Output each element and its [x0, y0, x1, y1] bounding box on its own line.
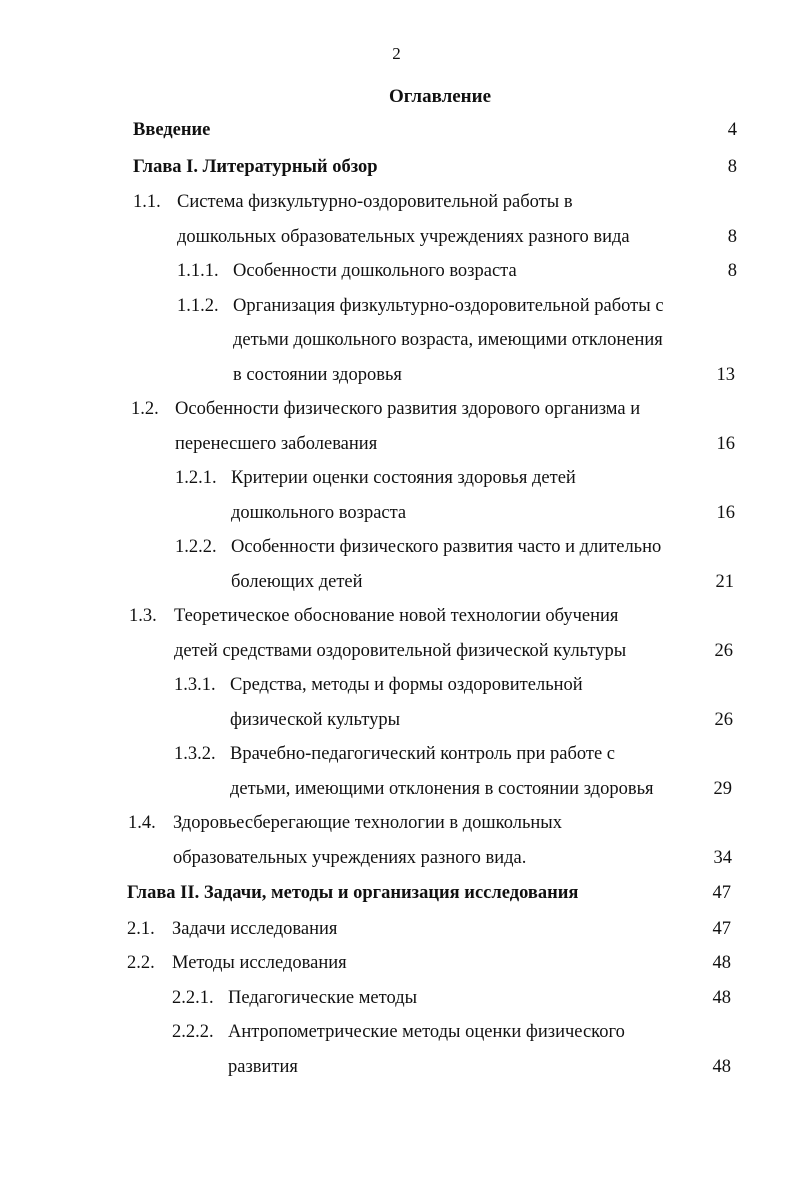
toc-entry-1-1-1: Особенности дошкольного возраста [233, 261, 517, 281]
toc-number-1-1: 1.1. [133, 192, 161, 212]
toc-page-1-1: 8 [727, 227, 737, 247]
toc-entry-1-2-line1: Особенности физического развития здорового организма и [175, 399, 641, 419]
toc-entry-1-1-line1: Система физкультурно-оздоровительной работы в [177, 192, 573, 212]
toc-entry-1-3-2-line1: Врачебно-педагогический контроль при работе с [230, 744, 616, 764]
toc-page-1-3-2: 29 [713, 779, 732, 799]
toc-entry-1-1-2-line2: детьми дошкольного возраста, имеющими отклонения [233, 330, 663, 350]
toc-entry-2-2-1: Педагогические методы [228, 988, 418, 1008]
toc-page-2-2-1: 48 [712, 988, 731, 1008]
toc-page-1-3-1: 26 [714, 710, 733, 730]
toc-number-1-3-1: 1.3.1. [174, 675, 216, 695]
toc-number-1-2: 1.2. [131, 399, 159, 419]
toc-number-1-1-1: 1.1.1. [177, 261, 219, 281]
toc-entry-1-3-1-line2: физической культуры [230, 710, 401, 730]
toc-entry-1-1-2-line1: Организация физкультурно-оздоровительной работы с [233, 296, 664, 316]
toc-entry-1-3-1-line1: Средства, методы и формы оздоровительной [230, 675, 583, 695]
toc-number-2-1: 2.1. [127, 919, 155, 939]
toc-page-1-1-2: 13 [716, 365, 735, 385]
toc-number-1-3: 1.3. [129, 606, 157, 626]
toc-page-2-2: 48 [712, 953, 731, 973]
toc-entry-1-1-2-line3: в состоянии здоровья [233, 365, 402, 385]
toc-number-1-4: 1.4. [128, 813, 156, 833]
toc-number-1-1-2: 1.1.2. [177, 296, 219, 316]
toc-entry-1-2-line2: перенесшего заболевания [175, 434, 378, 454]
page-number: 2 [392, 44, 401, 63]
toc-number-1-2-1: 1.2.1. [175, 468, 217, 488]
toc-number-2-2-2: 2.2.2. [172, 1022, 214, 1042]
toc-page-1-2: 16 [716, 434, 735, 454]
toc-page-introduction: 4 [727, 120, 737, 140]
toc-entry-1-2-2-line1: Особенности физического развития часто и длительно [231, 537, 662, 557]
toc-entry-1-4-line1: Здоровьесберегающие технологии в дошкольных [173, 813, 562, 833]
toc-entry-introduction: Введение [133, 120, 211, 140]
toc-page-1-4: 34 [713, 848, 732, 868]
toc-page-chapter-2: 47 [712, 883, 731, 903]
toc-number-1-2-2: 1.2.2. [175, 537, 217, 557]
toc-page-1-2-1: 16 [716, 503, 735, 523]
toc-entry-1-3-line1: Теоретическое обоснование новой технологии обучения [174, 606, 619, 626]
toc-page-1-3: 26 [714, 641, 733, 661]
toc-entry-1-2-2-line2: болеющих детей [231, 572, 363, 592]
toc-entry-chapter-1: Глава I. Литературный обзор [133, 157, 378, 177]
toc-entry-2-2-2-line2: развития [228, 1057, 298, 1077]
toc-entry-1-2-1-line1: Критерии оценки состояния здоровья детей [231, 468, 576, 488]
toc-number-2-2: 2.2. [127, 953, 155, 973]
toc-entry-1-3-2-line2: детьми, имеющими отклонения в состоянии здоровья [230, 779, 654, 799]
toc-entry-2-2-2-line1: Антропометрические методы оценки физического [228, 1022, 625, 1042]
toc-number-1-3-2: 1.3.2. [174, 744, 216, 764]
toc-entry-1-4-line2: образовательных учреждениях разного вида. [173, 848, 527, 868]
toc-number-2-2-1: 2.2.1. [172, 988, 214, 1008]
toc-entry-2-2: Методы исследования [172, 953, 347, 973]
toc-page-chapter-1: 8 [727, 157, 737, 177]
toc-page-2-1: 47 [712, 919, 731, 939]
toc-entry-1-1-line2: дошкольных образовательных учреждениях разного вида [177, 227, 630, 247]
toc-entry-1-3-line2: детей средствами оздоровительной физической культуры [174, 641, 627, 661]
toc-page-1-1-1: 8 [727, 261, 737, 281]
toc-page-1-2-2: 21 [715, 572, 734, 592]
toc-entry-2-1: Задачи исследования [172, 919, 338, 939]
toc-page-2-2-2: 48 [712, 1057, 731, 1077]
toc-entry-chapter-2: Глава II. Задачи, методы и организация исследования [127, 883, 579, 903]
toc-title: Оглавление [388, 86, 492, 107]
toc-entry-1-2-1-line2: дошкольного возраста [231, 503, 407, 523]
